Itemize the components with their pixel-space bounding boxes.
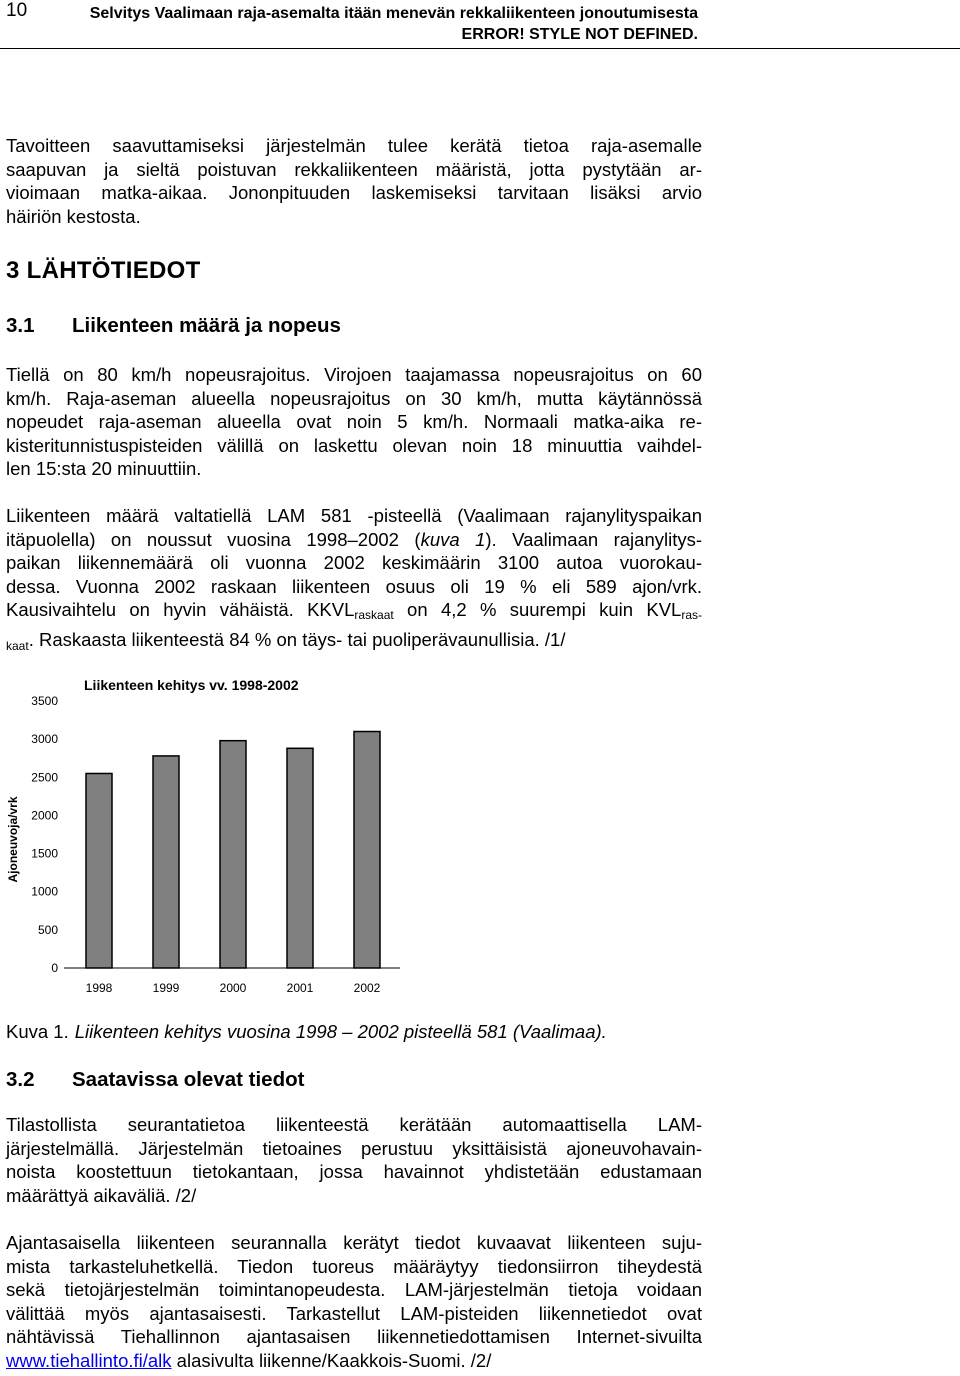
- subscript: kaat: [6, 638, 29, 653]
- volume-line: dessa. Vuonna 2002 raskaan liikenteen osuus oli 19 % eli 589 ajon/vrk.: [6, 575, 702, 597]
- text-run: alasivulta liikenne/Kaakkois-Suomi. /2/: [171, 1349, 492, 1371]
- text-run: on 4,2 % suurempi kuin KVL: [393, 599, 682, 621]
- header-divider: [0, 48, 960, 49]
- tiehallinto-link[interactable]: www.tiehallinto.fi/alk: [6, 1349, 172, 1371]
- intro-paragraph: [6, 134, 702, 228]
- section-title: Saatavissa olevat tiedot: [72, 1068, 305, 1091]
- intro-line: saapuvan ja sieltä poistuvan rekkaliikenteen määristä, jotta pystytään ar-: [6, 158, 702, 180]
- section-title: Liikenteen määrä ja nopeus: [72, 314, 341, 337]
- caption-text: Liikenteen kehitys vuosina 1998 – 2002 pisteellä 581 (Vaalimaa).: [74, 1021, 607, 1042]
- volume-line: paikan liikennemäärä oli vuonna 2002 keskimäärin 3100 autoa vuorokau-: [6, 552, 702, 574]
- section-number: 3.1: [6, 314, 35, 337]
- section-3-1-heading: [6, 314, 341, 338]
- y-tick-label: 3000: [31, 732, 58, 747]
- x-tick-label: 2001: [286, 981, 314, 995]
- realtime-paragraph: [6, 1231, 702, 1373]
- speed-line: Tiellä on 80 km/h nopeusrajoitus. Virojoen taajamassa nopeusrajoitus on 60: [6, 364, 702, 385]
- running-header-line2: ERROR! STYLE NOT DEFINED.: [461, 26, 698, 43]
- lam-line: järjestelmällä. Järjestelmän tietoaines perustuu yksittäisistä ajoneuvohavain-: [6, 1137, 702, 1159]
- chart-bar: [354, 732, 380, 968]
- realtime-line: välittää myös ajantasaisesti. Tarkastellut LAM-pisteiden liikennetiedot ovat: [6, 1302, 702, 1324]
- realtime-line: nähtävissä Tiehallinnon ajantasaisen liikennetiedottamisen Internet-sivuilta: [6, 1326, 702, 1348]
- volume-line: [6, 628, 702, 655]
- speed-line: km/h. Raja-aseman alueella nopeusrajoitus on 30 km/h, mutta käytännössä: [6, 387, 702, 409]
- volume-line: [6, 528, 702, 552]
- traffic-bar-chart: [0, 668, 410, 998]
- intro-line: vioimaan matka-aikaa. Jononpituuden laskemiseksi tarvitaan lisäksi arvio: [6, 182, 702, 204]
- realtime-line: [6, 1349, 702, 1373]
- volume-line: Liikenteen määrä valtatiellä LAM 581 -pisteellä (Vaalimaan rajanylityspaikan: [6, 505, 702, 526]
- x-tick-label: 2000: [219, 981, 247, 995]
- figure-caption: [6, 1021, 607, 1043]
- section-number: 3.2: [6, 1068, 35, 1091]
- page-number: 10: [6, 0, 28, 21]
- speed-line: nopeudet raja-aseman alueella ovat noin 5 km/h. Normaali matka-aika re-: [6, 411, 702, 433]
- subscript: raskaat: [354, 608, 394, 623]
- x-tick-label: 1998: [85, 981, 113, 995]
- figure-reference: kuva 1: [420, 528, 486, 550]
- chart-bar: [153, 756, 179, 968]
- lam-line: määrättyä aikaväliä. /2/: [6, 1184, 197, 1206]
- text-run: . Raskaasta liikenteestä 84 % on täys- tai puoliperävaunullisia. /1/: [28, 628, 566, 650]
- subscript: ras-: [681, 608, 702, 623]
- running-header-line1: Selvitys Vaalimaan raja-asemalta itään menevän rekkaliikenteen jonoutumisesta: [89, 5, 698, 22]
- intro-line: häiriön kestosta.: [6, 205, 141, 227]
- section-3-2-heading: [6, 1068, 304, 1092]
- y-tick-label: 1000: [31, 884, 58, 899]
- lam-paragraph: [6, 1113, 702, 1207]
- volume-line: [6, 598, 702, 628]
- chart-bar: [287, 748, 313, 968]
- y-tick-label: 2500: [31, 770, 58, 785]
- x-tick-label: 2002: [353, 981, 381, 995]
- section-3-heading: 3 LÄHTÖTIEDOT: [6, 257, 201, 284]
- running-header: [58, 3, 698, 45]
- chart-bar: [86, 773, 112, 968]
- chart-bar: [220, 741, 246, 968]
- text-run: Kausivaihtelu on hyvin vähäistä. KKVL: [6, 599, 355, 621]
- realtime-line: mista tarkasteluhetkellä. Tiedon tuoreus määräytyy tiedonsiirron tiheydestä: [6, 1255, 702, 1277]
- y-tick-label: 3500: [31, 694, 58, 708]
- speed-paragraph: [6, 363, 702, 481]
- speed-line: kisteritunnistuspisteiden välillä on laskettu olevan noin 18 minuuttia vaihdel-: [6, 434, 702, 456]
- speed-line: len 15:sta 20 minuuttiin.: [6, 458, 202, 480]
- caption-label: Kuva 1.: [6, 1021, 69, 1042]
- realtime-line: sekä tietojärjestelmän toimintanopeudesta. LAM-järjestelmän tietoja voidaan: [6, 1279, 702, 1301]
- volume-paragraph: [6, 504, 702, 655]
- chart-title: Liikenteen kehitys vv. 1998-2002: [84, 677, 299, 693]
- y-tick-label: 0: [51, 961, 58, 975]
- y-tick-label: 2000: [31, 808, 58, 823]
- x-tick-label: 1999: [152, 981, 180, 995]
- y-axis-label: Ajoneuvoja/vrk: [6, 796, 20, 883]
- text-run: itäpuolella) on noussut vuosina 1998–2002 (: [6, 528, 421, 550]
- y-tick-label: 1500: [31, 846, 58, 861]
- y-tick-label: 500: [37, 922, 58, 937]
- lam-line: Tilastollista seurantatietoa liikenteestä kerätään automaattisella LAM-: [6, 1114, 702, 1135]
- lam-line: noista koostettuun tietokantaan, jossa havainnot yhdistetään edustamaan: [6, 1161, 702, 1183]
- realtime-line: Ajantasaisella liikenteen seurannalla kerätyt tiedot kuvaavat liikenteen suju-: [6, 1232, 702, 1253]
- intro-line: Tavoitteen saavuttamiseksi järjestelmän tulee kerätä tietoa raja-asemalle: [6, 135, 702, 156]
- text-run: ). Vaalimaan rajanylitys-: [485, 528, 702, 550]
